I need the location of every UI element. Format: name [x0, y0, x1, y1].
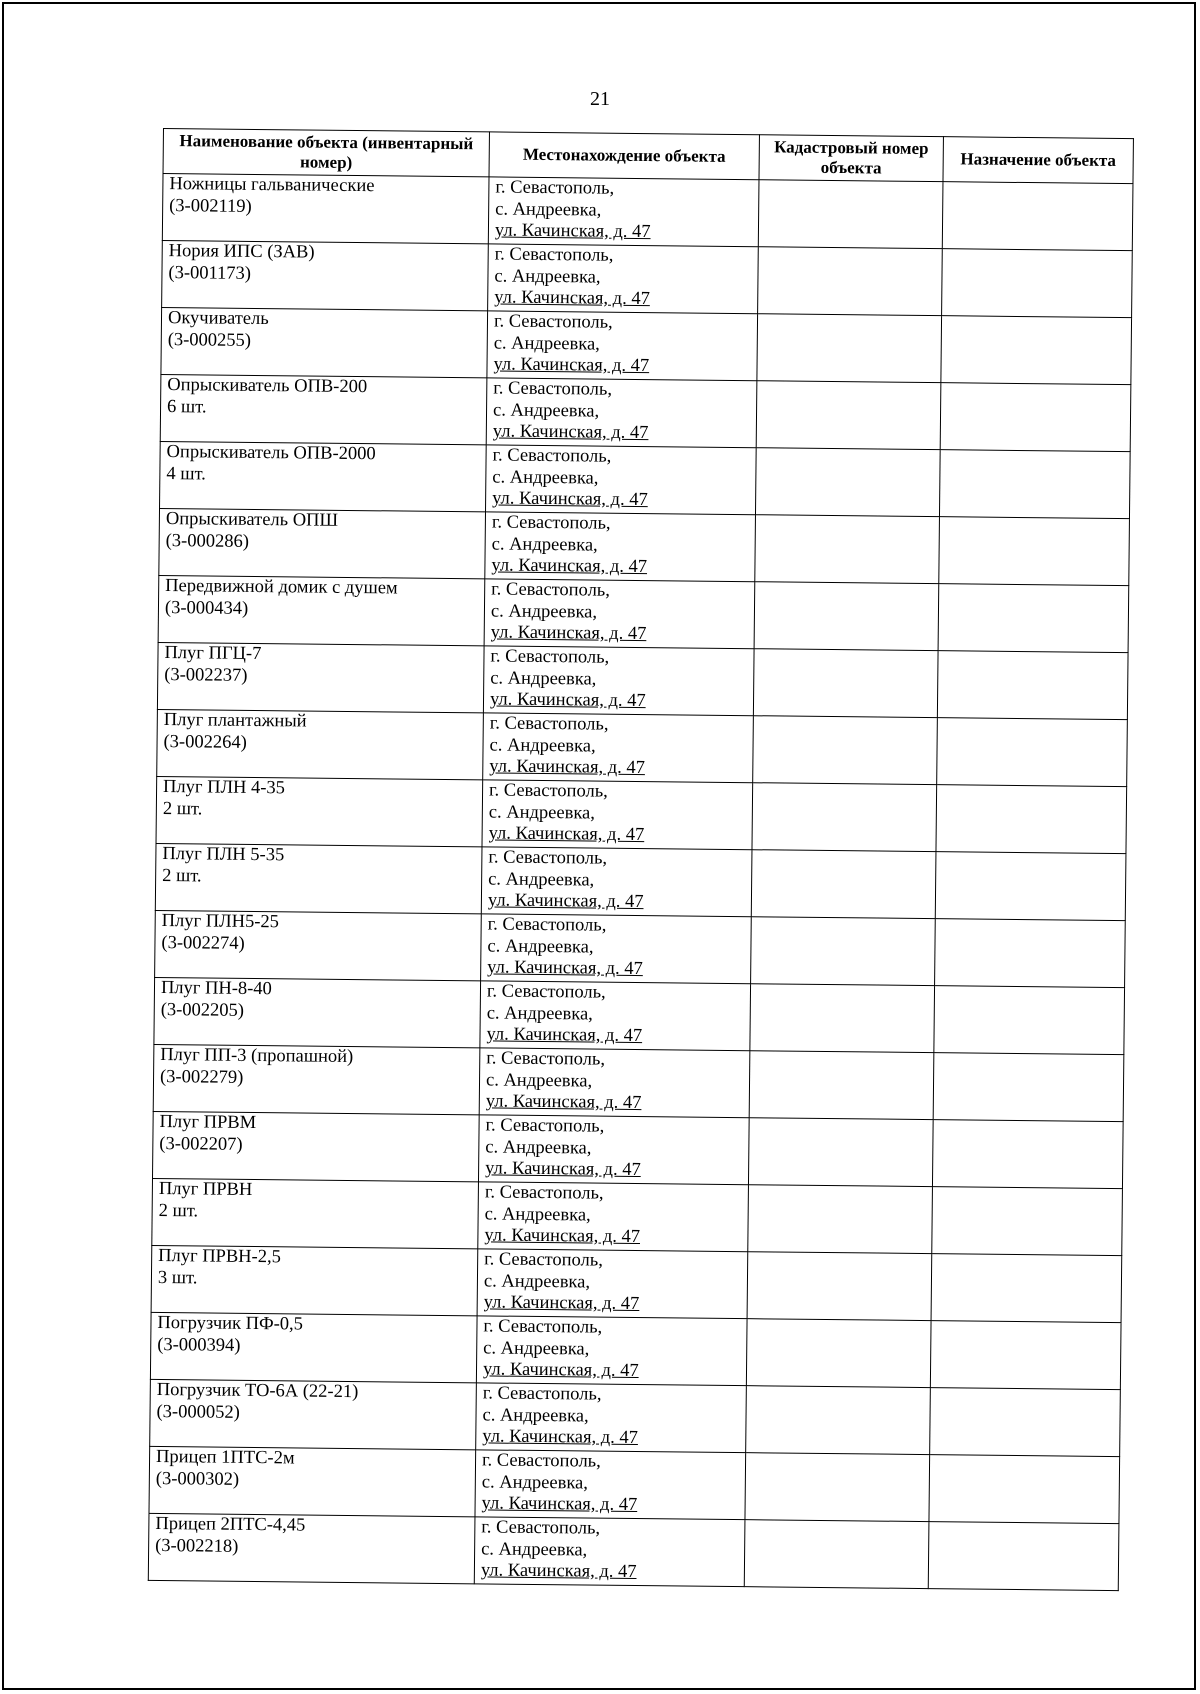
cadastral-number-cell — [748, 1185, 933, 1254]
location-line: г. Севастополь, — [486, 1048, 606, 1070]
object-name-line: 3 шт. — [157, 1267, 198, 1288]
location-line: ул. Качинская, д. 47 — [494, 220, 651, 243]
object-name-line: (3-002279) — [159, 1066, 244, 1088]
location-line: ул. Качинская, д. 47 — [489, 689, 646, 712]
purpose-cell — [929, 1455, 1120, 1524]
object-name-cell — [160, 374, 487, 444]
object-name-line: (3-000302) — [155, 1468, 240, 1490]
purpose-cell — [930, 1388, 1121, 1457]
location-cell — [483, 646, 754, 716]
location-line: ул. Качинская, д. 47 — [482, 1426, 639, 1449]
location-line: с. Андреевка, — [495, 198, 602, 221]
location-line: с. Андреевка, — [494, 265, 601, 288]
object-name-line: 2 шт. — [162, 798, 203, 819]
location-line: с. Андреевка, — [485, 1069, 593, 1092]
location-cell — [481, 914, 752, 984]
purpose-cell — [940, 383, 1131, 452]
table-row — [155, 910, 1126, 987]
location-line: г. Севастополь, — [484, 1249, 604, 1271]
cadastral-number-cell — [751, 850, 936, 919]
location-line: ул. Качинская, д. 47 — [488, 823, 645, 846]
purpose-cell — [941, 316, 1132, 385]
table-row — [154, 977, 1125, 1054]
location-cell — [481, 847, 752, 917]
table-row — [152, 1111, 1123, 1188]
object-name-line: Передвижной домик с душем — [165, 576, 398, 599]
location-cell — [480, 981, 751, 1051]
object-name-line: (3-002264) — [163, 731, 247, 753]
location-line: ул. Качинская, д. 47 — [487, 957, 643, 980]
object-name-cell — [155, 843, 482, 913]
object-name-line: (3-002237) — [164, 664, 248, 686]
location-cell — [488, 177, 759, 247]
purpose-cell — [930, 1321, 1121, 1390]
table-row — [158, 575, 1129, 652]
object-name-line: (3-002207) — [159, 1133, 243, 1155]
table-row — [149, 1446, 1120, 1523]
object-name-cell — [157, 709, 484, 779]
object-name-cell — [157, 642, 484, 712]
object-name-line: (3-002119) — [169, 195, 252, 217]
location-line: с. Андреевка, — [491, 533, 598, 556]
location-cell — [485, 445, 756, 515]
object-name-line: Плуг ПРВН — [158, 1179, 253, 1200]
location-line: ул. Качинская, д. 47 — [485, 1091, 642, 1114]
cadastral-number-cell — [756, 381, 941, 450]
cadastral-number-cell — [752, 783, 937, 852]
location-line: с. Андреевка, — [483, 1270, 591, 1293]
object-name-line: 4 шт. — [166, 463, 206, 484]
location-line: с. Андреевка, — [489, 734, 596, 757]
object-name-line: (3-001173) — [168, 262, 252, 284]
object-name-line: Плуг ПРВМ — [159, 1112, 257, 1134]
cadastral-number-cell — [750, 984, 935, 1053]
table-row — [162, 174, 1133, 251]
cadastral-number-cell — [749, 1051, 934, 1120]
object-name-cell — [160, 441, 487, 511]
object-name-line: Опрыскиватель ОПШ — [165, 509, 339, 531]
location-line: г. Севастополь, — [488, 780, 608, 802]
object-name-line: Плуг ПЛН 4-35 — [162, 777, 286, 799]
object-name-line: 2 шт. — [162, 865, 202, 886]
cadastral-number-cell — [754, 582, 939, 651]
location-line: ул. Качинская, д. 47 — [489, 756, 646, 779]
table-row — [152, 1178, 1123, 1255]
location-line: ул. Качинская, д. 47 — [494, 287, 650, 310]
table-row — [157, 642, 1128, 719]
object-name-line: Плуг ПГЦ-7 — [164, 643, 262, 665]
location-cell — [475, 1450, 746, 1520]
location-line: с. Андреевка, — [490, 667, 597, 690]
location-line: г. Севастополь, — [485, 1115, 605, 1137]
purpose-cell — [928, 1522, 1119, 1591]
location-line: ул. Качинская, д. 47 — [483, 1292, 640, 1315]
purpose-cell — [933, 1053, 1124, 1122]
table-row — [157, 709, 1128, 786]
location-cell — [482, 780, 753, 850]
cadastral-number-cell — [748, 1118, 933, 1187]
object-name-cell — [154, 977, 481, 1047]
cadastral-number-cell — [753, 649, 938, 718]
location-line: г. Севастополь, — [481, 1517, 601, 1539]
location-line: ул. Качинская, д. 47 — [481, 1493, 638, 1516]
location-line: с. Андреевка, — [492, 399, 600, 422]
location-line: с. Андреевка, — [484, 1203, 591, 1226]
object-name-line: (3-000434) — [164, 597, 249, 619]
location-line: с. Андреевка, — [485, 1136, 592, 1159]
cadastral-number-cell — [753, 716, 938, 785]
purpose-cell — [936, 785, 1127, 854]
location-cell — [479, 1048, 750, 1118]
location-line: с. Андреевка, — [493, 332, 600, 355]
purpose-cell — [937, 718, 1128, 787]
table-row — [148, 1513, 1119, 1590]
location-line: г. Севастополь, — [493, 378, 613, 400]
purpose-cell — [935, 919, 1126, 988]
table-row — [153, 1044, 1124, 1121]
object-name-cell — [151, 1245, 478, 1315]
purpose-cell — [939, 450, 1130, 519]
location-line: ул. Качинская, д. 47 — [484, 1225, 641, 1248]
location-line: с. Андреевка, — [486, 1002, 593, 1025]
header-object-name: Наименование объекта (инвентарный номер) — [163, 129, 489, 177]
cadastral-number-cell — [757, 314, 942, 383]
object-name-cell — [150, 1379, 477, 1449]
object-name-cell — [156, 776, 483, 846]
purpose-cell — [939, 517, 1130, 586]
location-line: ул. Качинская, д. 47 — [480, 1560, 637, 1583]
object-name-line: Окучиватель — [167, 308, 269, 330]
location-line: ул. Качинская, д. 47 — [491, 555, 648, 578]
location-cell — [476, 1383, 747, 1453]
object-name-line: Плуг ПП-3 (пропашной) — [160, 1045, 354, 1068]
location-line: г. Севастополь, — [484, 1182, 604, 1204]
object-name-cell — [150, 1312, 477, 1382]
table-row — [160, 374, 1131, 451]
location-line: ул. Качинская, д. 47 — [487, 890, 644, 913]
cadastral-number-cell — [744, 1520, 929, 1589]
purpose-cell — [935, 852, 1126, 921]
location-line: с. Андреевка, — [481, 1538, 588, 1561]
location-line: ул. Качинская, д. 47 — [490, 622, 647, 645]
location-line: с. Андреевка, — [488, 868, 595, 891]
object-name-line: Нория ИПС (ЗАВ) — [168, 241, 315, 263]
object-name-line: Плуг ПЛН5-25 — [161, 911, 280, 933]
object-name-line: Прицеп 1ПТС-2м — [155, 1447, 295, 1469]
location-line: с. Андреевка, — [483, 1337, 590, 1360]
location-cell — [477, 1249, 748, 1319]
object-name-cell — [155, 910, 482, 980]
cadastral-number-cell — [745, 1453, 930, 1522]
location-line: г. Севастополь, — [487, 914, 607, 936]
location-cell — [474, 1517, 745, 1587]
location-line: г. Севастополь, — [493, 311, 613, 333]
object-name-cell — [158, 575, 485, 645]
objects-table — [148, 128, 1134, 1591]
cadastral-number-cell — [755, 448, 940, 517]
object-name-cell — [161, 307, 488, 377]
location-line: ул. Качинская, д. 47 — [492, 421, 649, 444]
table-row — [151, 1245, 1122, 1322]
object-name-line: (3-002205) — [160, 999, 245, 1021]
purpose-cell — [931, 1254, 1122, 1323]
location-line: г. Севастополь, — [482, 1383, 602, 1405]
location-cell — [478, 1115, 749, 1185]
location-line: г. Севастополь, — [489, 713, 609, 735]
object-name-line: (3-000394) — [157, 1334, 241, 1356]
location-cell — [484, 579, 755, 649]
table-body — [148, 174, 1133, 1591]
location-line: г. Севастополь, — [490, 646, 610, 668]
table-row — [150, 1379, 1121, 1456]
location-line: г. Севастополь, — [492, 445, 612, 467]
object-name-line: (3-002274) — [161, 932, 245, 954]
object-name-cell — [149, 1446, 476, 1516]
location-line: ул. Качинская, д. 47 — [493, 354, 650, 377]
object-name-cell — [159, 508, 486, 578]
object-name-cell — [153, 1044, 480, 1114]
table-row — [155, 843, 1126, 920]
purpose-cell — [937, 651, 1128, 720]
object-name-cell — [152, 1178, 479, 1248]
page-number: 21 — [590, 88, 610, 110]
purpose-cell — [932, 1187, 1123, 1256]
header-location: Местонахождение объекта — [489, 132, 759, 180]
cadastral-number-cell — [746, 1319, 931, 1388]
location-line: г. Севастополь, — [491, 579, 611, 601]
location-line: с. Андреевка, — [490, 600, 598, 623]
location-line: г. Севастополь, — [495, 177, 615, 199]
purpose-cell — [934, 986, 1125, 1055]
location-line: ул. Качинская, д. 47 — [486, 1024, 643, 1047]
cadastral-number-cell — [758, 247, 943, 316]
object-name-cell — [162, 174, 489, 244]
object-name-line: (3-002218) — [155, 1535, 239, 1557]
location-line: с. Андреевка, — [492, 466, 599, 489]
object-name-line: Плуг ПЛН 5-35 — [162, 844, 285, 866]
object-name-line: Ножницы гальванические — [169, 174, 375, 197]
location-line: г. Севастополь, — [491, 512, 611, 534]
location-line: с. Андреевка, — [488, 801, 596, 824]
location-line: г. Севастополь, — [488, 847, 608, 869]
object-name-line: Погрузчик ПФ-0,5 — [157, 1313, 304, 1335]
table-row — [161, 307, 1132, 384]
header-cadastral-number: Кадастровый номер объекта — [759, 135, 943, 182]
location-line: г. Севастополь, — [494, 244, 614, 266]
location-line: г. Севастополь, — [483, 1316, 603, 1338]
purpose-cell — [932, 1120, 1123, 1189]
object-name-line: Опрыскиватель ОПВ-200 — [167, 375, 368, 398]
object-name-line: Опрыскиватель ОПВ-2000 — [166, 442, 376, 465]
object-name-cell — [148, 1513, 475, 1583]
cadastral-number-cell — [747, 1252, 932, 1321]
object-name-cell — [152, 1111, 479, 1181]
purpose-cell — [942, 249, 1133, 318]
header-purpose: Назначение объекта — [943, 137, 1133, 184]
location-line: г. Севастополь, — [481, 1450, 601, 1472]
table-row — [162, 240, 1133, 317]
object-name-line: (3-000052) — [156, 1401, 240, 1423]
object-name-line: Плуг ПН-8-40 — [160, 978, 272, 1000]
location-line: ул. Качинская, д. 47 — [485, 1158, 641, 1181]
cadastral-number-cell — [746, 1386, 931, 1455]
object-name-line: (3-000286) — [165, 530, 250, 552]
location-line: ул. Качинская, д. 47 — [482, 1359, 639, 1382]
location-line: г. Севастополь, — [486, 981, 606, 1003]
location-cell — [483, 713, 754, 783]
object-name-line: Плуг плантажный — [163, 710, 307, 732]
table-row — [156, 776, 1127, 853]
object-name-line: (3-000255) — [167, 329, 252, 351]
location-line: с. Андреевка, — [487, 935, 594, 958]
location-line: с. Андреевка, — [482, 1404, 589, 1427]
table-row — [159, 508, 1130, 585]
location-line: ул. Качинская, д. 47 — [492, 488, 648, 511]
cadastral-number-cell — [758, 180, 943, 249]
location-cell — [486, 378, 757, 448]
purpose-cell — [942, 182, 1133, 251]
table-row — [160, 441, 1131, 518]
object-name-line: 2 шт. — [158, 1200, 199, 1221]
location-cell — [488, 244, 759, 314]
location-cell — [476, 1316, 747, 1386]
location-cell — [487, 311, 758, 381]
object-name-cell — [162, 240, 489, 310]
location-cell — [485, 512, 756, 582]
object-name-line: 6 шт. — [166, 396, 207, 417]
cadastral-number-cell — [755, 515, 940, 584]
location-cell — [478, 1182, 749, 1252]
object-name-line: Погрузчик ТО-6А (22-21) — [156, 1380, 359, 1403]
cadastral-number-cell — [751, 917, 936, 986]
object-name-line: Прицеп 2ПТС-4,45 — [155, 1513, 306, 1536]
location-line: с. Андреевка, — [481, 1471, 589, 1494]
table-row — [150, 1312, 1121, 1389]
object-name-line: Плуг ПРВН-2,5 — [158, 1246, 281, 1268]
purpose-cell — [938, 584, 1129, 653]
